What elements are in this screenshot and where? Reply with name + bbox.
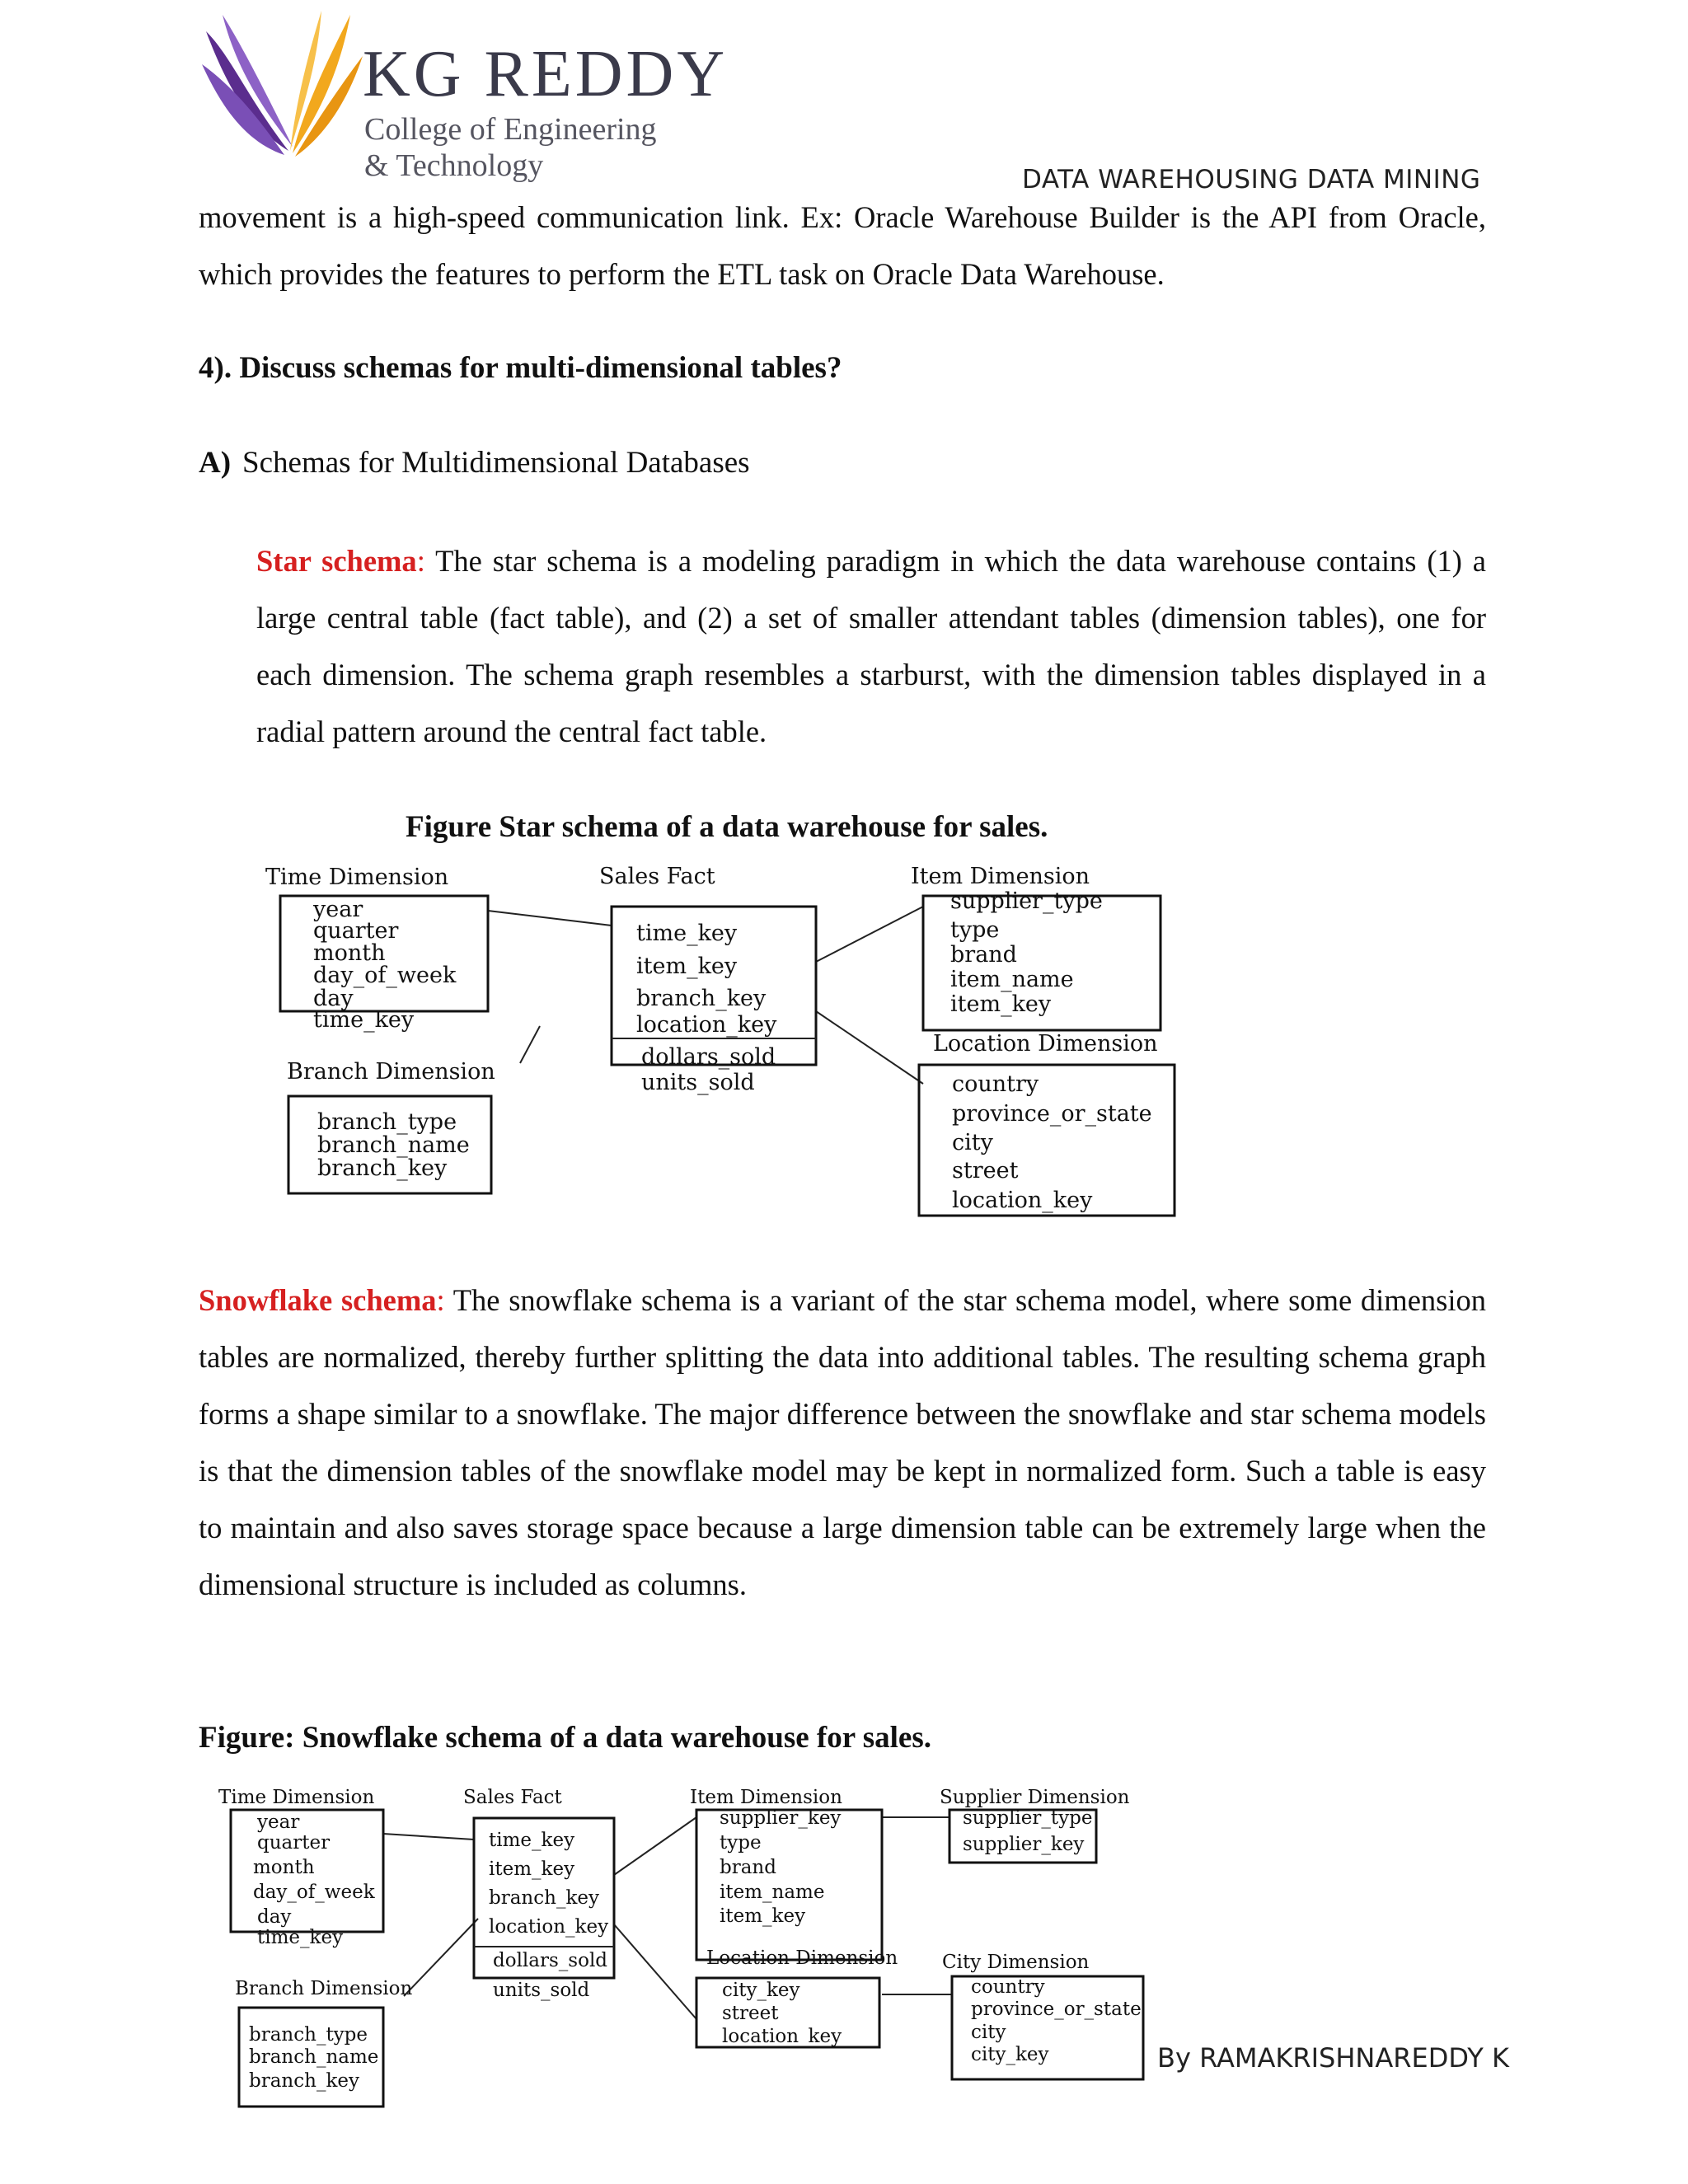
star-location-field: country [952, 1071, 1039, 1097]
snow-time-field: month [253, 1857, 315, 1878]
snow-city-field: province_or_state [971, 1999, 1142, 2020]
snow-term-colon: : [436, 1283, 445, 1317]
snow-time-field: day_of_week [253, 1882, 375, 1903]
star-location-field: city [952, 1130, 993, 1155]
star-link-time-fact [488, 911, 612, 926]
snow-item-field: item_name [720, 1882, 825, 1903]
star-fact-key: location_key [636, 1012, 777, 1038]
star-location-field: province_or_state [952, 1101, 1152, 1127]
answer-title: Schemas for Multidimensional Databases [242, 446, 750, 480]
snow-item-field: supplier_key [720, 1807, 842, 1829]
snow-fact-key: location_key [489, 1916, 609, 1938]
intro-paragraph: movement is a high-speed communication link. Ex: Oracle Warehouse Builder is the API from Oracle, which provides the features to perform the ETL task on Oracle Data Warehouse. [199, 200, 1486, 291]
star-branch-title: Branch Dimension [287, 1059, 495, 1085]
snow-item-field: item_key [720, 1905, 806, 1927]
star-time-field: day [313, 986, 354, 1011]
star-item-field: item_key [950, 991, 1052, 1017]
star-location-field: location_key [952, 1188, 1093, 1213]
star-fact-key: item_key [636, 954, 738, 979]
star-schema-diagram [256, 861, 1187, 1224]
star-schema-term: Star schema [256, 544, 417, 578]
snow-link-branch-fact [404, 1919, 478, 1996]
answer-line [199, 445, 750, 481]
snow-link-fact-location [614, 1924, 696, 2019]
snow-time-field: year [257, 1811, 300, 1833]
star-time-field: year [313, 897, 363, 922]
logo-wings-icon [198, 7, 363, 171]
star-time-field: month [313, 940, 386, 966]
snow-location-field: location_key [722, 2026, 842, 2047]
snow-location-title: Location Dimension [706, 1947, 898, 1969]
star-figure-caption: Figure Star schema of a data warehouse for sales. [406, 810, 1048, 844]
snow-time-field: quarter [257, 1832, 331, 1854]
author-byline: By RAMAKRISHNAREDDY K [1157, 2042, 1509, 2074]
snow-fact-measure: units_sold [493, 1980, 590, 2001]
snow-supplier-field: supplier_type [963, 1807, 1093, 1829]
snow-fact-title: Sales Fact [463, 1787, 562, 1808]
star-term-colon: : [416, 544, 425, 578]
snow-branch-field: branch_key [249, 2070, 359, 2092]
snow-branch-field: branch_name [249, 2046, 379, 2068]
snow-fact-key: item_key [489, 1858, 575, 1880]
snow-supplier-field: supplier_key [963, 1834, 1085, 1855]
star-link-fact-location [816, 1011, 923, 1084]
question-heading: 4). Discuss schemas for multi-dimensional tables? [199, 351, 842, 385]
star-item-field: type [950, 917, 1000, 943]
star-time-title: Time Dimension [265, 865, 449, 890]
star-item-field: item_name [950, 967, 1074, 992]
snow-item-title: Item Dimension [690, 1787, 842, 1808]
snow-city-title: City Dimension [942, 1952, 1090, 1973]
snow-fact-key: branch_key [489, 1887, 599, 1909]
snow-link-fact-item [614, 1817, 696, 1875]
star-branch-field: branch_type [317, 1109, 457, 1135]
snow-branch-title: Branch Dimension [235, 1978, 413, 1999]
star-link-fact-item [816, 907, 923, 962]
snow-city-field: city_key [971, 2044, 1049, 2065]
star-item-title: Item Dimension [911, 864, 1090, 889]
star-schema-text: The star schema is a modeling paradigm in which the data warehouse contains (1) a large central table (fact table), and (2) a set of smaller attendant tables (dimension tables), one for each dimension. The schema graph resembles a starburst, with the dimension tables displayed in a radial pattern around the central fact table. [256, 544, 1486, 748]
snow-branch-field: branch_type [249, 2024, 368, 2046]
snow-time-field: day [257, 1906, 292, 1928]
snowflake-paragraph [199, 1272, 1486, 1613]
star-fact-measure: units_sold [641, 1070, 755, 1095]
snow-fact-measure: dollars_sold [493, 1950, 608, 1971]
star-location-field: street [952, 1158, 1019, 1183]
star-fact-measure: dollars_sold [641, 1044, 776, 1070]
star-item-field: supplier_type [950, 888, 1103, 914]
star-time-field: quarter [313, 918, 399, 944]
snowflake-figure-caption: Figure: Snowflake schema of a data warehouse for sales. [199, 1721, 931, 1755]
snow-city-field: city [971, 2022, 1006, 2043]
star-branch-field: branch_name [317, 1132, 470, 1158]
logo-name: KG REDDY [363, 38, 729, 110]
star-paragraph [256, 532, 1486, 760]
snow-supplier-title: Supplier Dimension [940, 1787, 1130, 1808]
star-time-field: day_of_week [313, 963, 457, 988]
star-time-field: time_key [313, 1007, 415, 1033]
star-location-title: Location Dimension [933, 1031, 1158, 1057]
snowflake-schema-diagram [214, 1780, 1154, 2118]
snow-fact-key: time_key [489, 1830, 575, 1851]
snow-time-field: time_key [257, 1927, 344, 1948]
snow-city-field: country [971, 1976, 1045, 1998]
snowflake-schema-text: The snowflake schema is a variant of the star schema model, where some dimension tables are normalized, thereby further splitting the data into additional tables. The resulting schema graph forms a shape similar to a snowflake. The major difference between the snowflake and star schema models is that the dimension tables of the snowflake model may be kept in normalized form. Such a table is easy to maintain and also saves storage space because a large dimension table can be extremely large when the dimensional structure is included as columns. [199, 1283, 1486, 1601]
star-fact-key: time_key [636, 921, 738, 946]
header-subject: DATA WAREHOUSING DATA MINING [1022, 165, 1481, 194]
snow-location-field: city_key [722, 1980, 800, 2001]
snow-location-field: street [722, 2003, 779, 2024]
snow-item-field: type [720, 1832, 762, 1854]
snow-link-time-fact [383, 1834, 474, 1840]
star-fact-key: branch_key [636, 986, 767, 1011]
snow-item-field: brand [720, 1857, 776, 1878]
logo-subtitle-line2: & Technology [364, 148, 544, 183]
snowflake-schema-term: Snowflake schema [199, 1283, 437, 1317]
snow-time-title: Time Dimension [218, 1787, 375, 1808]
logo-subtitle-line1: College of Engineering [364, 112, 657, 147]
star-item-field: brand [950, 942, 1017, 968]
star-fact-title: Sales Fact [599, 864, 715, 889]
answer-label: A) [199, 446, 232, 480]
star-link-branch-fact [520, 1026, 540, 1063]
star-branch-field: branch_key [317, 1155, 448, 1181]
